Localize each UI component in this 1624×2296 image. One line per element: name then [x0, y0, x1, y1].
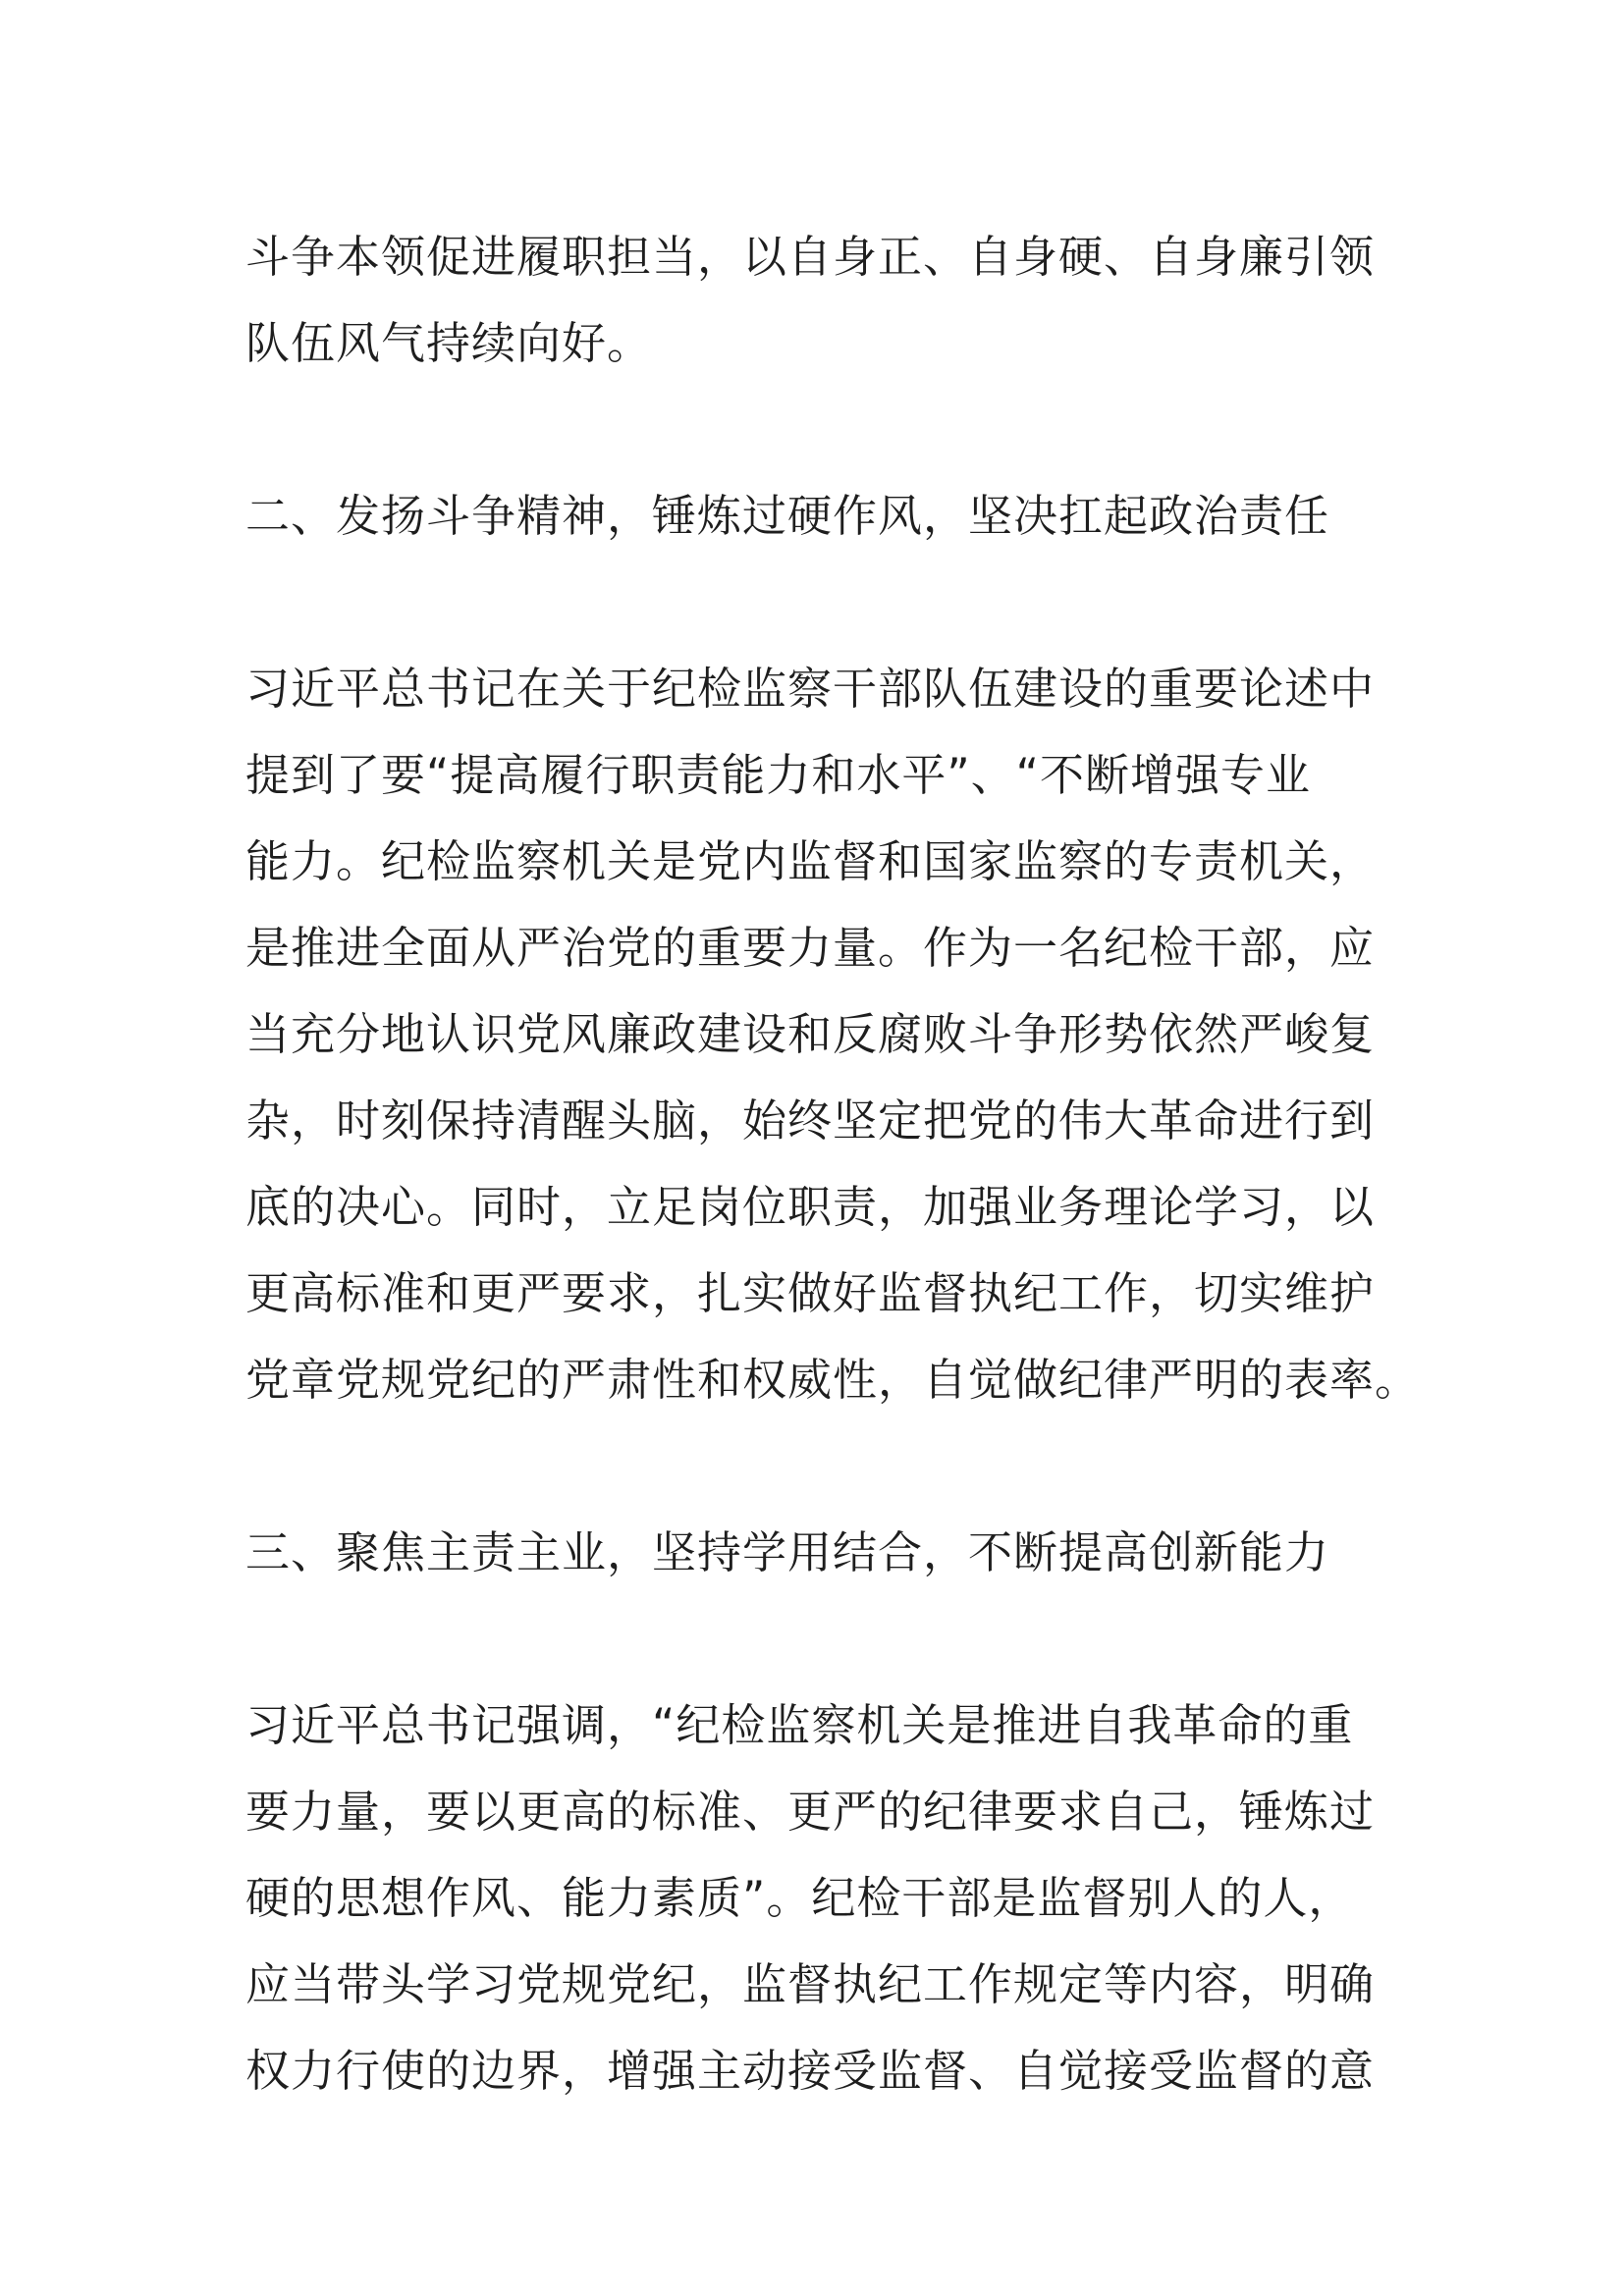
- text-line: 是推进全面从严治党的重要力量。作为一名纪检干部，应: [245, 922, 1376, 974]
- text-line: 当充分地认识党风廉政建设和反腐败斗争形势依然严峻复: [245, 1008, 1376, 1060]
- text-line: 应当带头学习党规党纪，监督执纪工作规定等内容，明确: [245, 1958, 1376, 2010]
- text-line: 习近平总书记在关于纪检监察干部队伍建设的重要论述中: [245, 663, 1376, 715]
- text-line: 硬的思想作风、能力素质”。纪检干部是监督别人的人，: [245, 1872, 1354, 1924]
- section-heading: [245, 1510, 1386, 1596]
- paragraph-gap: [245, 1423, 1386, 1510]
- section-heading: [245, 473, 1386, 560]
- text-line: 提到了要“提高履行职责能力和水平”、“不断增强专业: [245, 749, 1311, 801]
- text-line: 权力行使的边界，增强主动接受监督、自觉接受监督的意: [245, 2045, 1376, 2097]
- document-body: [245, 214, 1421, 2114]
- paragraph: [245, 214, 1386, 387]
- text-line: 要力量，要以更高的标准、更严的纪律要求自己，锤炼过: [245, 1786, 1376, 1838]
- text-line: 杂，时刻保持清醒头脑，始终坚定把党的伟大革命进行到: [245, 1095, 1376, 1147]
- text-line: 更高标准和更严要求，扎实做好监督执纪工作，切实维护: [245, 1267, 1376, 1319]
- text-line: 习近平总书记强调，“纪检监察机关是推进自我革命的重: [245, 1699, 1354, 1751]
- paragraph-gap: [245, 560, 1386, 646]
- text-line: 能力。纪检监察机关是党内监督和国家监察的专责机关，: [245, 835, 1376, 887]
- paragraph-gap: [245, 387, 1386, 473]
- heading-line: 二、发扬斗争精神，锤炼过硬作风，坚决扛起政治责任: [245, 490, 1330, 542]
- text-line: 党章党规党纪的严肃性和权威性，自觉做纪律严明的表率。: [245, 1354, 1421, 1406]
- text-line: 底的决心。同时，立足岗位职责，加强业务理论学习，以: [245, 1181, 1376, 1233]
- text-line: 队伍风气持续向好。: [245, 317, 653, 369]
- paragraph-gap: [245, 1596, 1386, 1682]
- text-line: 斗争本领促进履职担当，以自身正、自身硬、自身廉引领: [245, 231, 1376, 283]
- paragraph: [245, 646, 1421, 1423]
- heading-line: 三、聚焦主责主业，坚持学用结合，不断提高创新能力: [245, 1526, 1330, 1578]
- paragraph: [245, 1682, 1386, 2114]
